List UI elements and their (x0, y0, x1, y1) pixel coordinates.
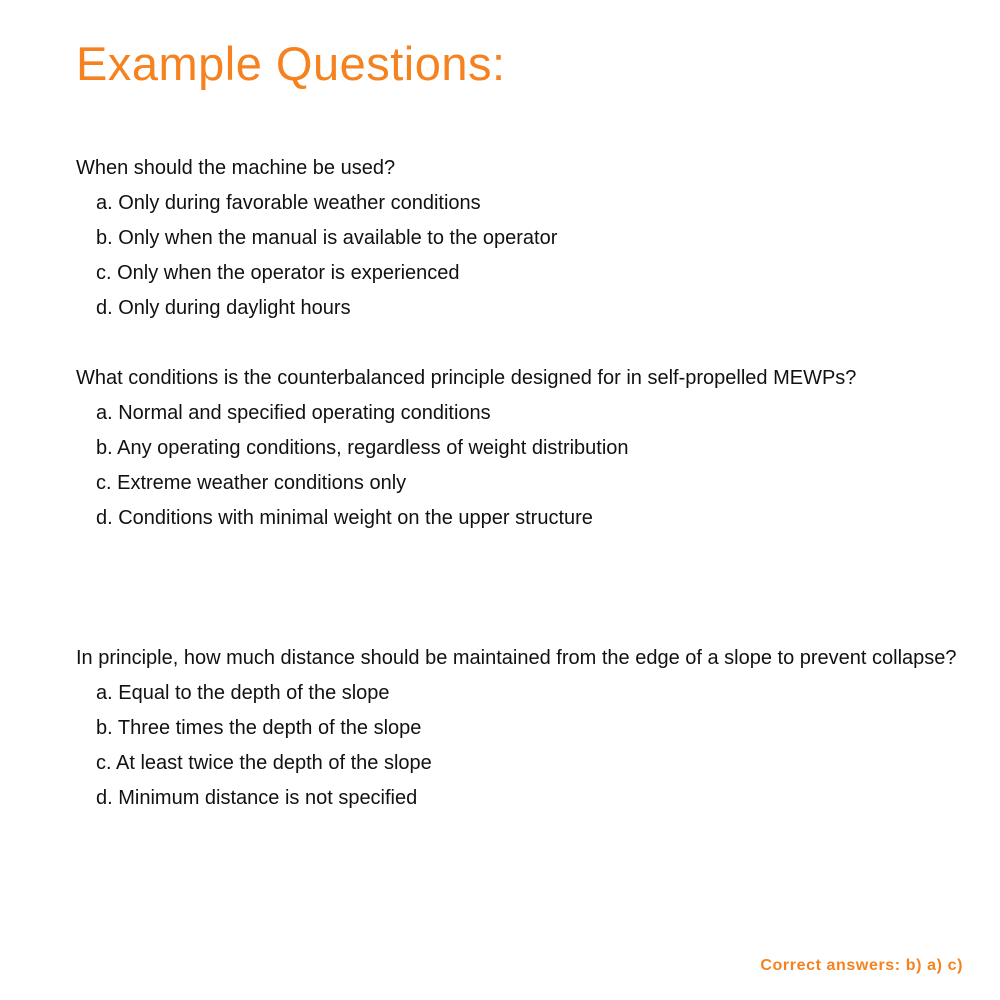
option-a: a. Normal and specified operating conditions (96, 402, 491, 424)
correct-answers: Correct answers: b) a) c) (760, 957, 963, 974)
options-list (76, 186, 966, 326)
option-c: c. Extreme weather conditions only (96, 472, 407, 494)
options-list (76, 676, 966, 816)
option-c: c. At least twice the depth of the slope (96, 752, 432, 774)
question-text: In principle, how much distance should be maintained from the edge of a slope to prevent collapse? (76, 647, 957, 669)
options-list (76, 396, 966, 536)
option-b: b. Only when the manual is available to the operator (96, 227, 558, 249)
option-d: d. Conditions with minimal weight on the upper structure (96, 507, 593, 529)
question-3 (76, 641, 966, 816)
option-b: b. Three times the depth of the slope (96, 717, 422, 739)
page-title: Example Questions: (76, 37, 506, 90)
question-text: When should the machine be used? (76, 157, 396, 179)
option-a: a. Equal to the depth of the slope (96, 682, 390, 704)
option-c: c. Only when the operator is experienced (96, 262, 460, 284)
question-2 (76, 361, 966, 536)
question-1 (76, 151, 966, 326)
option-d: d. Minimum distance is not specified (96, 787, 418, 809)
option-b: b. Any operating conditions, regardless of weight distribution (96, 437, 629, 459)
question-text: What conditions is the counterbalanced principle designed for in self-propelled MEWPs? (76, 367, 857, 389)
option-a: a. Only during favorable weather conditions (96, 192, 481, 214)
option-d: d. Only during daylight hours (96, 297, 351, 319)
